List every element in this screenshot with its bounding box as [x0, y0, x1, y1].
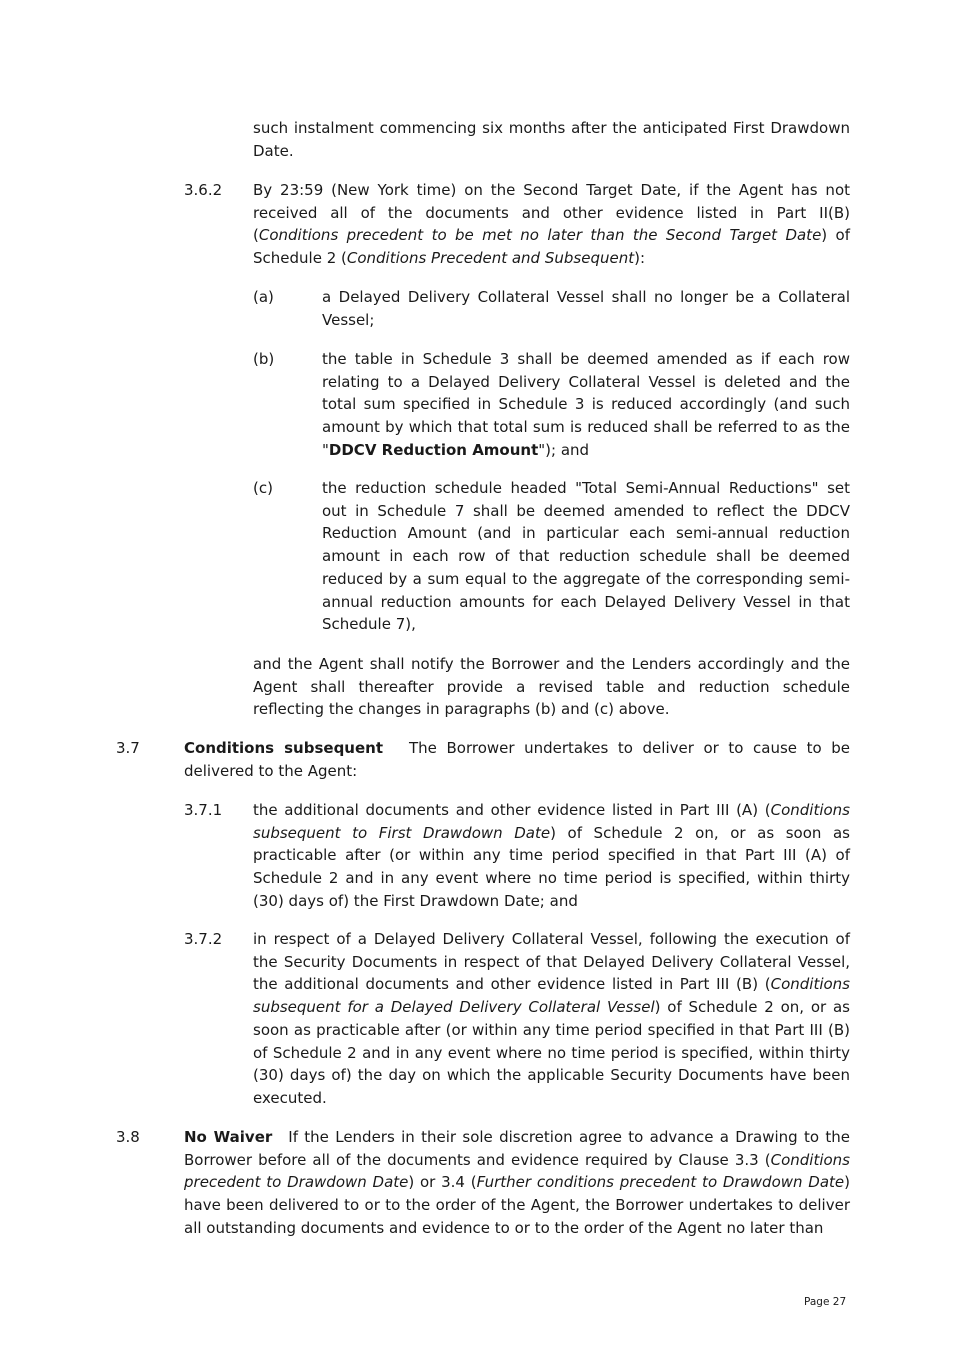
- page-number: Page 27: [804, 1296, 847, 1308]
- clause-3-8-text: No Waiver If the Lenders in their sole discretion agree to advance a Drawing to the Borrower before all of the documents and evidence required by Clause 3.3 (Conditions precedent to Drawdown Date) or 3.4 (Further conditions precedent to Drawdown Date) have been delivered to or to the order of the Agent, the Borrower undertakes to deliver all outstanding documents and evidence to or to the order of the Agent no later than: [184, 1128, 851, 1237]
- item-a-number: (a): [253, 288, 274, 306]
- clause-number-3-6-2: 3.6.2: [184, 181, 223, 199]
- item-b-number: (b): [253, 350, 275, 368]
- defined-term: DDCV Reduction Amount: [328, 440, 539, 459]
- clause-3-7-2-text: in respect of a Delayed Delivery Collateral Vessel, following the execution of the Security Documents in respect of that Delayed Delivery Collateral Vessel, the additional documents and other evidence listed in Part III (B) (Conditions subsequent for a Delayed Delivery Collateral Vessel) of Schedule 2 on, or as soon as practicable after (or within any time period specified in that Part III (B) of Schedule 2 and in any event where no time period is specified, within thirty (30) days of) the day on which the applicable Security Documents have been executed.: [253, 930, 850, 1107]
- clause-3-6-2-text: By 23:59 (New York time) on the Second Target Date, if the Agent has not received all of the documents and other evidence listed in Part II(B) (Conditions precedent to be met no later than the Second Target Date) of Schedule 2 (Conditions Precedent and Subsequent):: [253, 181, 850, 268]
- item-c-text: the reduction schedule headed "Total Semi-Annual Reductions" set out in Schedule 7 shall be deemed amended to reflect the DDCV Reduction Amount (and in particular each semi-annual reduction amount in each row of that reduction schedule shall be deemed reduced by a sum equal to the aggregate of the corresponding semi-annual reduction amounts for each Delayed Delivery Vessel in that Schedule 7),: [322, 479, 850, 634]
- clause-number-3-7: 3.7: [116, 739, 140, 757]
- item-b-text: the table in Schedule 3 shall be deemed amended as if each row relating to a Delayed Delivery Collateral Vessel is deleted and the total sum specified in Schedule 3 is reduced accordingly (and such amount by which that total sum is reduced shall be referred to as the "DDCV Reduction Amount"); and: [322, 350, 850, 459]
- clause-number-3-8: 3.8: [116, 1128, 140, 1146]
- continuation-paragraph: such instalment commencing six months after the anticipated First Drawdown Date.: [253, 119, 850, 160]
- item-c-number: (c): [253, 479, 273, 497]
- clause-3-8-heading: No Waiver: [184, 1128, 273, 1146]
- tail-paragraph: and the Agent shall notify the Borrower and the Lenders accordingly and the Agent shall thereafter provide a revised table and reduction schedule reflecting the changes in paragraphs (b) and (c) above.: [253, 655, 850, 719]
- clause-3-7-text: Conditions subsequent The Borrower undertakes to deliver or to cause to be delivered to the Agent:: [184, 739, 850, 780]
- clause-3-7-heading: Conditions subsequent: [184, 739, 384, 757]
- clause-number-3-7-2: 3.7.2: [184, 930, 223, 948]
- clause-3-7-1-text: the additional documents and other evidence listed in Part III (A) (Conditions subsequent to First Drawdown Date) of Schedule 2 on, or as soon as practicable after (or within any time period specified in that Part III (A) of Schedule 2 and in any event where no time period is specified, within thirty (30) days of) the First Drawdown Date; and: [253, 801, 850, 910]
- item-a-text: a Delayed Delivery Collateral Vessel shall no longer be a Collateral Vessel;: [322, 288, 850, 329]
- clause-number-3-7-1: 3.7.1: [184, 801, 223, 819]
